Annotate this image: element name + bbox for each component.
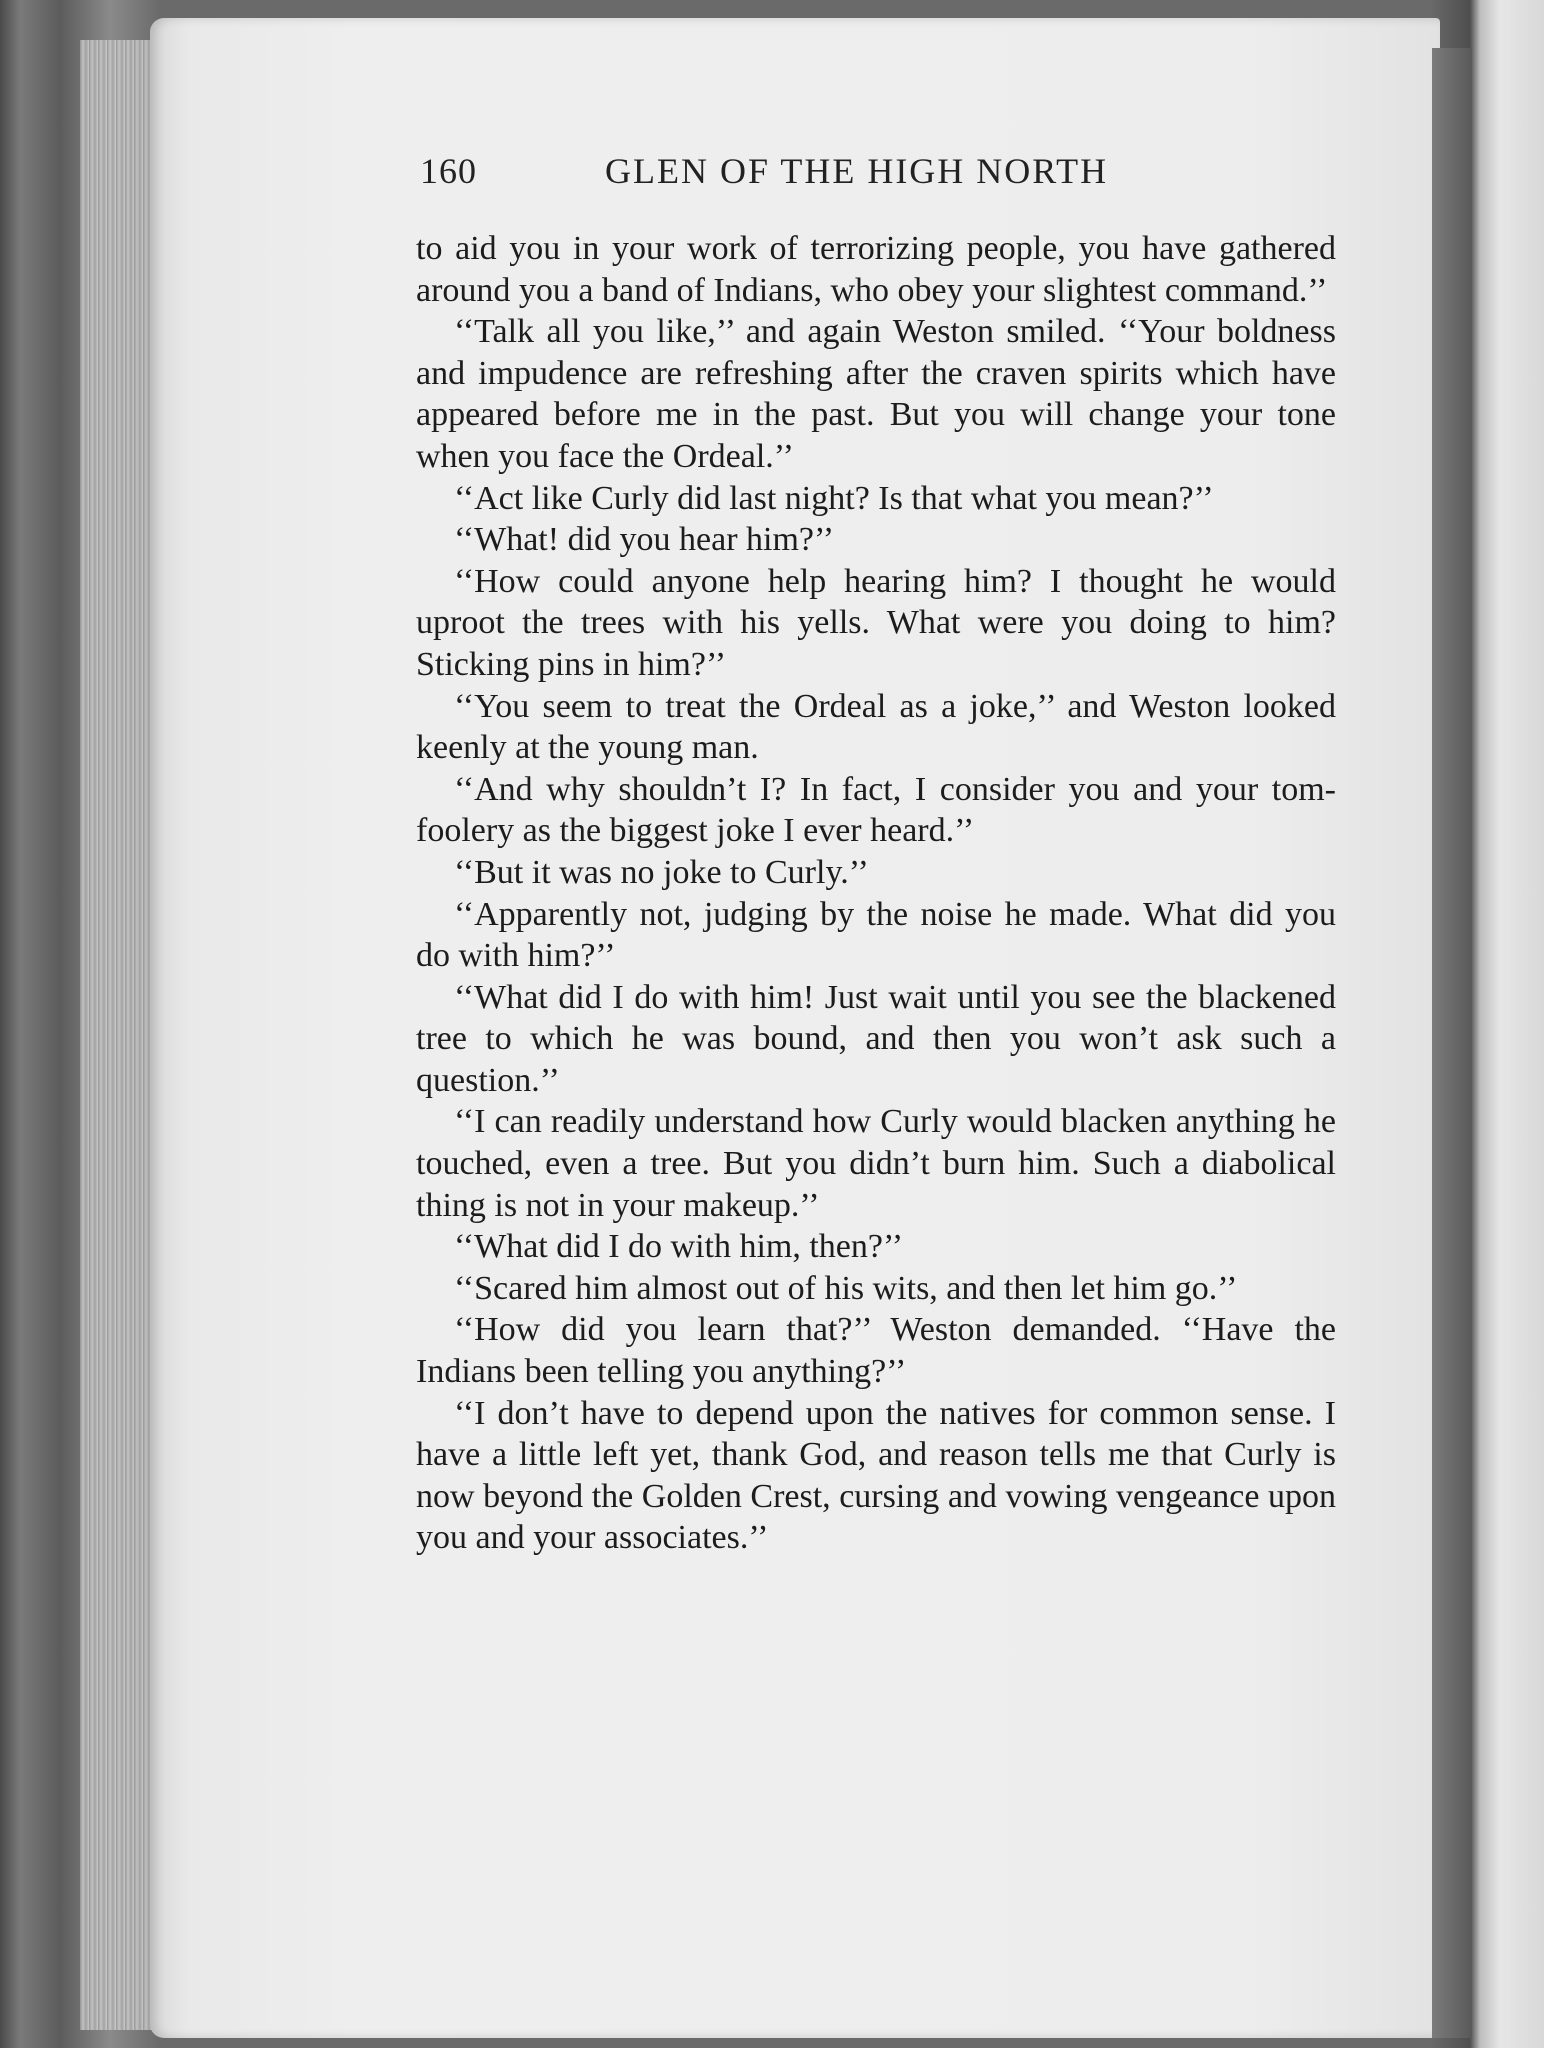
paragraph: ‘‘Act like Curly did last night? Is that what you mean?’’ — [454, 479, 1214, 517]
paragraph: ‘‘But it was no joke to Curly.’’ — [454, 853, 869, 891]
paragraph: ‘‘What! did you hear him?’’ — [454, 521, 835, 559]
body-text — [416, 228, 1336, 1559]
paragraph: to aid you in your work of terrorizing people, you have gathered around you a band of Indians, who obey your slightest command.’’ — [416, 230, 1336, 309]
paragraph: ‘‘Scared him almost out of his wits, and then let him go.’’ — [454, 1269, 1238, 1307]
binding-shadow — [1432, 48, 1472, 2038]
paragraph: ‘‘I can readily understand how Curly would blacken anything he touched, even a tree. But you didn’t burn him. Such a diabolical thing is not in your makeup.’’ — [416, 1103, 1336, 1224]
paragraph: ‘‘I don’t have to depend upon the natives for common sense. I have a little left yet, thank God, and reason tells me that Curly is now beyond the Golden Crest, cursing and vowing vengeance upon you and your associates.’’ — [416, 1394, 1336, 1557]
paragraph: ‘‘Talk all you like,’’ and again Weston smiled. ‘‘Your boldness and impudence are refreshing after the craven spirits which have appeared before me in the past. But you will change your tone when you face the Ordeal.’’ — [416, 313, 1336, 475]
running-head: GLEN OF THE HIGH NORTH — [605, 151, 1109, 191]
paragraph: ‘‘What did I do with him, then?’’ — [454, 1228, 904, 1266]
page-header — [420, 150, 1330, 210]
paragraph: ‘‘And why shouldn’t I? In fact, I consider you and your tom-foolery as the biggest joke I ever heard.’’ — [416, 770, 1336, 850]
page-number: 160 — [420, 151, 477, 191]
paragraph: ‘‘You seem to treat the Ordeal as a joke,’’ and Weston looked keenly at the young man. — [416, 687, 1336, 767]
paragraph: ‘‘What did I do with him! Just wait until you see the blackened tree to which he was bound, and then you won’t ask such a question.’’ — [416, 978, 1336, 1099]
paragraph: ‘‘How could anyone help hearing him? I thought he would uproot the trees with his yells. What were you doing to him? Sticking pins in him?’’ — [416, 562, 1336, 683]
paragraph: ‘‘How did you learn that?’’ Weston demanded. ‘‘Have the Indians been telling you anything?’’ — [416, 1311, 1336, 1391]
paragraph: ‘‘Apparently not, judging by the noise he made. What did you do with him?’’ — [416, 895, 1336, 975]
